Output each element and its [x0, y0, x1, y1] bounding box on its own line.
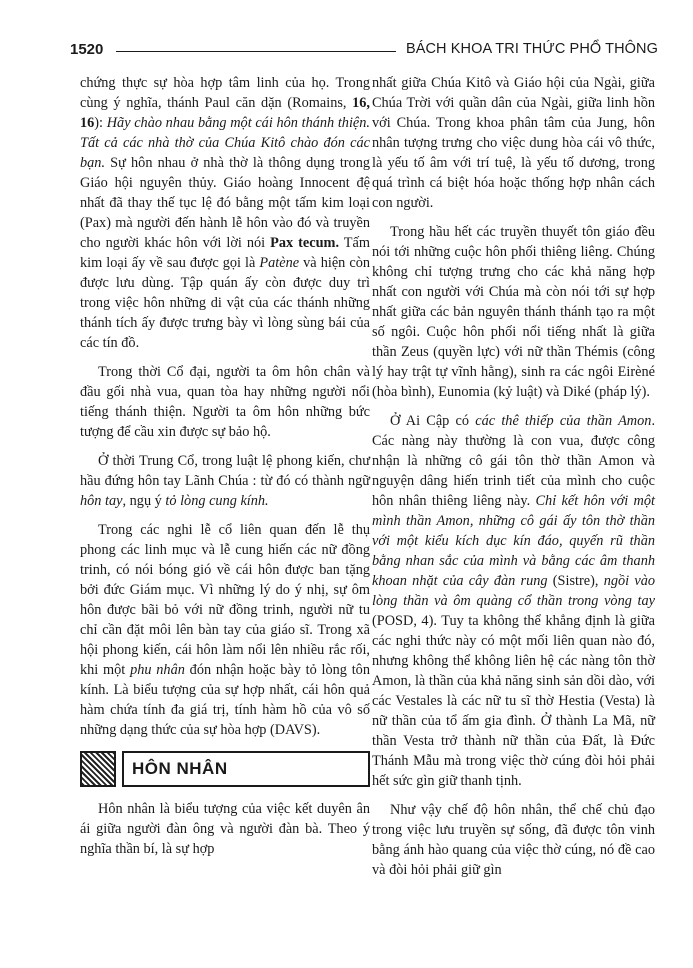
text-run: và hiện còn được lưu dùng. Tập quán ấy còn được duy trì trong việc hôn những di vật của các thánh những thánh tích ấy được trưng bày vì lòng sùng bái của các tín đồ. [80, 255, 370, 351]
page-header [70, 41, 658, 61]
paragraph: Hôn nhân là biểu tượng của việc kết duyên ân ái giữa người đàn ông và người đàn bà. Theo ý nghĩa thần bí, là sự hợp [80, 801, 370, 857]
bold-text: 16, 16 [80, 95, 370, 131]
text-run: Ở Ai Cập có [390, 413, 476, 429]
text-run: ): [94, 115, 107, 131]
section-title: HÔN NHÂN [122, 751, 370, 787]
paragraph: nhất giữa Chúa Kitô và Giáo hội của Ngài, giữa Chúa Trời với quần dân của Ngài, giữa linh hồn với Chúa. Trong khoa phân tâm của Jung, hôn nhân tượng trưng cho việc dung hòa cái vô thức, là yếu tố âm với trí tuệ, là yếu tố dương, trong quá trình cá biệt hóa hoặc thống hợp nhân cách con người. [372, 75, 655, 211]
left-column [80, 73, 370, 868]
italic-text: hôn tay [80, 493, 123, 509]
text-run: (Sistre), [547, 573, 604, 589]
paragraph [80, 451, 370, 511]
text-run: chứng thực sự hòa hợp tâm linh của họ. Trong cùng ý nghĩa, thánh Paul căn dặn (Romains, [80, 75, 370, 111]
text-run: đón nhận hoặc bày tỏ lòng tôn kính. Là biểu tượng của sự hợp nhất, cái hôn quả hàm chứa tính đa giá trị, tính hàm hồ của vô số những dạng thức của sự hòa hợp (DAVS). [80, 662, 370, 738]
text-run: . Các nàng này thường là con vua, được công nhận là những cô gái tôn thờ thần Amon và nguyện dâng hiến trinh tiết của mình cho cuộc hôn nhân thiêng liêng này. [372, 413, 656, 509]
italic-text: Hãy chào nhau bằng một cái hôn thánh thiện. Tất cả các nhà thờ của Chúa Kitô chào đón các bạn. [80, 115, 370, 171]
italic-text: phu nhân [130, 662, 185, 678]
page-number: 1520 [70, 41, 104, 58]
running-title: BÁCH KHOA TRI THỨC PHỔ THÔNG [405, 41, 658, 57]
italic-text: tỏ lòng cung kính. [165, 493, 269, 509]
italic-text: ngồi vào lòng thần và ôm quàng cổ thần trong vòng tay [372, 573, 655, 609]
paragraph [80, 520, 370, 740]
text-run: Trong các nghi lễ cổ liên quan đến lễ thụ phong các linh mục và lễ cung hiến các nữ đồng trinh, có nói bóng gió về cái hôn được ban tặng bởi đức Giám mục. Vì những lý do ý nhị, sự ôm hôn được bãi bỏ với nữ đồng trinh, người nữ tu chỉ cần đặt môi lên bàn tay của giáo sĩ. Trong xã hội phong kiến, cái hôn làm nổi lên nhiều rắc rối, khi một [80, 522, 370, 678]
paragraph [80, 73, 370, 353]
italic-text: Patène [259, 255, 300, 271]
text-run: Tấm kim loại ấy về sau được gọi là [80, 235, 370, 271]
text-run: (POSD, 4). Tuy ta không thể khẳng định là giữa các nghi thức này có một mối liên quan nào đó, nhưng không thể không liên hệ các nàng tôn thờ Amon, là thần của khả năng sinh sản dồi dào, với các Vestales là các nữ tu sĩ thờ Hestia (Vesta) là nữ thần của tổ ấm gia đình. Ở thành La Mã, nữ thần Vesta trở thành nữ thần của Đất, là Đức Thánh Mẫu mà trong việc thờ cúng đòi hỏi phải hết sức gìn giữ thanh tịnh. [372, 613, 655, 789]
text-run: Ở thời Trung Cổ, trong luật lệ phong kiến, chư hầu đứng hôn tay Lãnh Chúa : từ đó có thành ngữ [80, 453, 370, 489]
section-heading [80, 749, 370, 789]
italic-text: Chỉ kết hôn với một mình thần Amon, những cô gái ấy tôn thờ thần với một kiểu kích dục kín đáo, quyến rũ thần bằng nhan sắc của mình và bằng các âm thanh khoan nhặt của cây đàn rung [372, 493, 655, 589]
paragraph: Trong hầu hết các truyền thuyết tôn giáo đều nói tới những cuộc hôn phối thiêng liêng. Chúng không chỉ tượng trưng cho các khả năng hợp nhất con người với Chúa mà còn nói tới sự hợp nhất giữa các bản nguyên thánh thánh tạo ra một số ngôi. Cuộc hôn phối nổi tiếng nhất là giữa thần Zeus (quyền lực) với nữ thần Thémis (công lý hay trật tự vĩnh hằng), sinh ra các ngôi Eirèné (hòa bình), Eunomia (kỷ luật) và Diké (pháp lý). [372, 224, 655, 400]
italic-text: các thê thiếp của thần Amon [475, 413, 652, 429]
bold-text: Pax tecum. [270, 235, 340, 251]
text-run: Sự hôn nhau ở nhà thờ là thông dụng trong Giáo hội nguyên thủy. Giáo hoàng Innocent đệ nhất đã thay thế tục lệ đó bằng một tấm kim loại (Pax) mà người đến hành lễ hôn vào đó và truyền cho người khác hôn với lời nói [80, 155, 370, 251]
paragraph [372, 411, 655, 791]
text-run: , ngụ ý [122, 493, 166, 509]
header-rule [116, 51, 396, 52]
paragraph: Như vậy chế độ hôn nhân, thể chế chủ đạo trong việc lưu truyền sự sống, đã được tôn vinh bằng ánh hào quang của việc thờ cúng, nó đề cao và đòi hỏi phải giữ gìn [372, 802, 655, 878]
section-emblem-icon [80, 751, 116, 787]
right-column [372, 73, 655, 889]
paragraph: Trong thời Cổ đại, người ta ôm hôn chân và đầu gối nhà vua, quan tòa hay những người nổi tiếng thánh thiện. Người ta ôm hôn những bức tượng để cầu xin được sự bảo hộ. [80, 364, 370, 440]
